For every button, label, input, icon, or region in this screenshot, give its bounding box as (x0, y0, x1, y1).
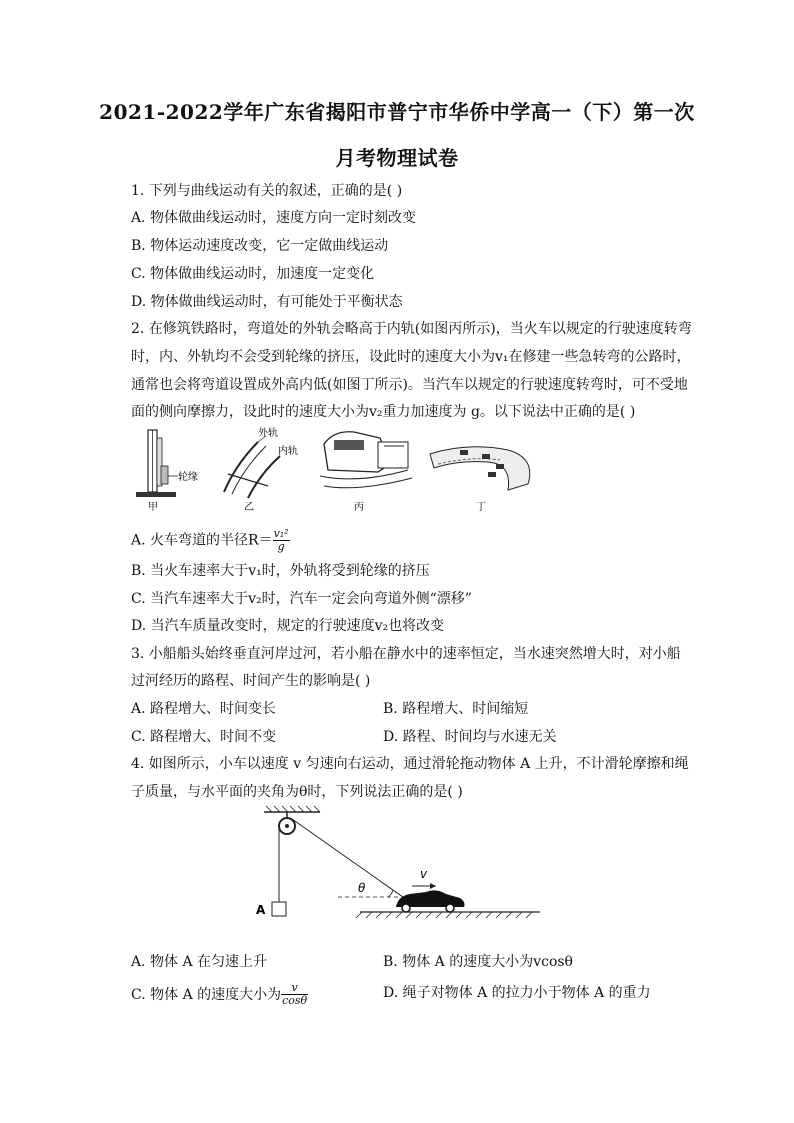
pulley-axle (285, 824, 289, 828)
angle-arc (388, 890, 393, 897)
question-2-stem-line-2: 时，内、外轨均不会受到轮缘的挤压，设此时的速度大小为v₁在修建一些急转弯的公路时， (131, 349, 691, 365)
question-4-options-row-1 (131, 951, 671, 971)
question-2-option-b: B. 当火车速率大于v₁时，外轨将受到轮缘的挤压 (131, 563, 430, 579)
rope-slanted (292, 819, 410, 902)
question-2-option-d: D. 当汽车质量改变时，规定的行驶速度v₂也将改变 (131, 618, 445, 634)
question-3-option-c: C. 路程增大、时间不变 (131, 729, 277, 745)
car (396, 890, 465, 912)
question-4-options-row-2 (131, 982, 671, 1007)
angle-theta-label: θ (358, 881, 366, 895)
question-4-option-a: A. 物体 A 在匀速上升 (131, 954, 268, 970)
question-3-options-row-2 (131, 726, 671, 746)
ground (356, 912, 540, 918)
figure-jia-wheel-rail (136, 430, 198, 513)
fraction-denominator: g (277, 540, 285, 553)
page-title-line-2: 月考物理试卷 (335, 146, 459, 170)
question-1-option-c: C. 物体做曲线运动时，加速度一定变化 (131, 266, 375, 282)
figure-bing-train (320, 432, 412, 513)
figure-ding-banked-road (430, 447, 530, 513)
question-4-figure (250, 806, 550, 926)
question-3-options-row-1 (131, 698, 671, 718)
radius-fraction (273, 528, 290, 553)
block-a (272, 902, 286, 916)
question-1-option-a: A. 物体做曲线运动时，速度方向一定时刻改变 (131, 210, 417, 226)
question-4-stem-line-1: 4. 如图所示，小车以速度 v 匀速向右运动，通过滑轮拖动物体 A 上升，不计滑轮摩擦和绳 (131, 756, 689, 772)
question-1-option-b: B. 物体运动速度改变，它一定做曲线运动 (131, 238, 389, 254)
question-3-option-b: B. 路程增大、时间缩短 (383, 701, 529, 717)
question-2-option-a (131, 528, 290, 553)
question-2-stem-line-4: 面的侧向摩擦力，设此时的速度大小为v₂重力加速度为 g。以下说法中正确的是( ) (131, 404, 636, 420)
question-2-figure (128, 424, 538, 514)
ceiling-support (264, 806, 320, 818)
question-4-stem-line-2: 子质量，与水平面的夹角为θ时，下列说法正确的是( ) (131, 784, 463, 800)
question-3-stem-line-1: 3. 小船船头始终垂直河岸过河，若小船在静水中的速率恒定，当水速突然增大时，对小船 (131, 646, 681, 662)
question-1-stem: 1. 下列与曲线运动有关的叙述，正确的是( ) (131, 183, 403, 199)
velocity-arrowhead (430, 883, 436, 889)
fraction-denominator: cosθ (282, 994, 308, 1007)
block-a-label: A (256, 903, 266, 917)
velocity-label: v (420, 867, 428, 881)
figure-yi-rails (224, 426, 298, 513)
fraction-numerator: v (281, 982, 308, 995)
question-1-option-d: D. 物体做曲线运动时，有可能处于平衡状态 (131, 294, 403, 310)
question-3-option-a: A. 路程增大、时间变长 (131, 701, 277, 717)
question-4-option-b: B. 物体 A 的速度大小为vcosθ (383, 954, 573, 970)
question-3-option-d: D. 路程、时间均与水速无关 (383, 729, 557, 745)
option-c-text: C. 物体 A 的速度大小为 (131, 986, 282, 1003)
outer-rail-label: 外轨 (258, 428, 278, 439)
figure-caption-bing: 丙 (354, 502, 364, 513)
inner-rail-label: 内轨 (278, 446, 298, 457)
figure-caption-yi: 乙 (244, 502, 254, 513)
question-3-stem-line-2: 过河经历的路程、时间产生的影响是( ) (131, 673, 371, 689)
figure-caption-jia: 甲 (148, 502, 158, 513)
question-4-option-d: D. 绳子对物体 A 的拉力小于物体 A 的重力 (383, 985, 651, 1001)
page-title-line-1: 2021-2022学年广东省揭阳市普宁市华侨中学高一（下）第一次 (99, 100, 695, 124)
option-a-text: A. 火车弯道的半径R＝ (131, 532, 273, 549)
question-4-option-c (131, 981, 308, 1007)
wheel-flange-label: 轮缘 (178, 472, 198, 483)
question-2-stem-line-1: 2. 在修筑铁路时，弯道处的外轨会略高于内轨(如图丙所示)，当火车以规定的行驶速度转弯 (131, 321, 692, 337)
fraction-numerator: v₁² (273, 527, 289, 540)
question-2-stem-line-3: 通常也会将弯道设置成外高内低(如图丁所示)。当汽车以规定的行驶速度转弯时，可不受地 (131, 377, 688, 393)
figure-caption-ding: 丁 (476, 502, 486, 513)
question-2-option-c: C. 当汽车速率大于v₂时，汽车一定会向弯道外侧“漂移” (131, 591, 472, 607)
speed-fraction (281, 982, 308, 1007)
